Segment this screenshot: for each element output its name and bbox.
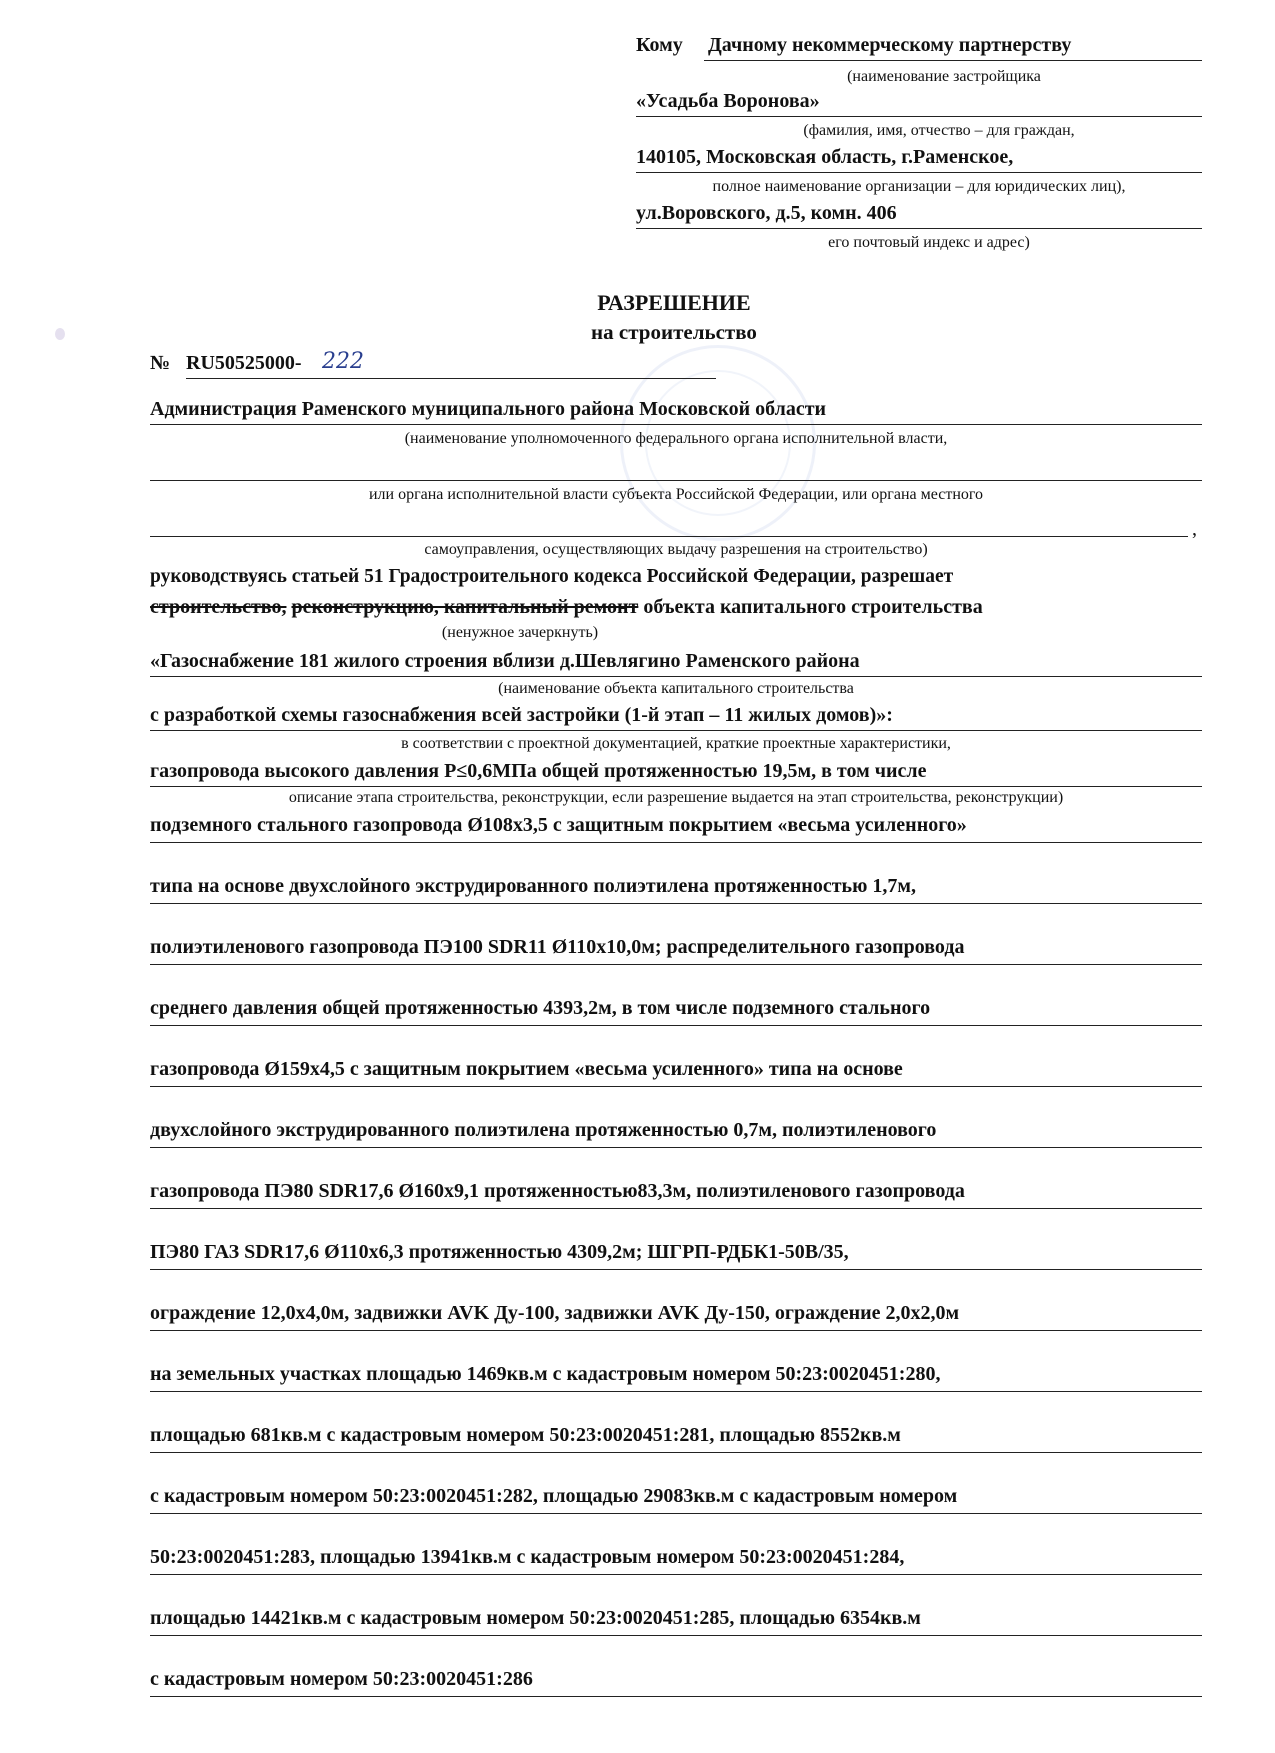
rule xyxy=(150,1208,1202,1209)
permit-number-handwritten: 222 xyxy=(322,349,364,374)
recipient-line-3: 140105, Московская область, г.Раменское, xyxy=(636,146,1014,168)
spec-line: ограждение 12,0х4,0м, задвижки AVK Ду-100, задвижки AVK Ду-150, ограждение 2,0х2,0м xyxy=(150,1302,960,1324)
object-word: объекта капитального строительства xyxy=(643,596,983,618)
spec-line: подземного стального газопровода Ø108х3,5 с защитным покрытием «весьма усиленного» xyxy=(150,814,967,836)
spec-line: ПЭ80 ГАЗ SDR17,6 Ø110х6,3 протяженностью 4309,2м; ШГРП-РДБК1-50В/35, xyxy=(150,1241,849,1263)
rule xyxy=(150,786,1202,787)
recipient-line-1: Дачному некоммерческому партнерству xyxy=(708,34,1072,56)
rule xyxy=(150,1391,1202,1392)
rule xyxy=(150,1269,1202,1270)
rule xyxy=(636,172,1202,173)
rule xyxy=(636,116,1202,117)
rule xyxy=(186,378,716,379)
spec-line: типа на основе двухслойного экструдированного полиэтилена протяженностью 1,7м, xyxy=(150,875,916,897)
object-caption: (наименование объекта капитального строительства xyxy=(498,680,854,697)
rule xyxy=(150,1513,1202,1514)
authority-comma: , xyxy=(1192,518,1197,540)
rule xyxy=(150,676,1202,677)
permit-number-label: № xyxy=(150,352,171,374)
rule xyxy=(150,1147,1202,1148)
spec-line: газопровода ПЭ80 SDR17,6 Ø160х9,1 протяженностью83,3м, полиэтиленового газопровода xyxy=(150,1180,965,1202)
stage-caption: описание этапа строительства, реконструкции, если разрешение выдается на этап строительства, реконструкции) xyxy=(288,789,1064,806)
rule xyxy=(150,1025,1202,1026)
docs-caption: в соответствии с проектной документацией, краткие проектные характеристики, xyxy=(401,735,951,752)
document-subtitle: на строительство xyxy=(591,320,757,344)
permit-number-prefix: RU50525000- xyxy=(186,352,302,374)
spec-line: газопровода Ø159х4,5 с защитным покрытием «весьма усиленного» типа на основе xyxy=(150,1058,903,1080)
rule xyxy=(150,1635,1202,1636)
work-type-kept: строительство, xyxy=(150,596,287,618)
authority-caption-2: или органа исполнительной власти субъекта Российской Федерации, или органа местного xyxy=(368,486,984,503)
spec-line: двухслойного экструдированного полиэтилена протяженностью 0,7м, полиэтиленового xyxy=(150,1119,937,1141)
strike-caption: (ненужное зачеркнуть) xyxy=(441,624,599,641)
recipient-caption-4: его почтовый индекс и адрес) xyxy=(828,234,1030,251)
recipient-line-4: ул.Воровского, д.5, комн. 406 xyxy=(636,202,897,224)
spec-line: 50:23:0020451:283, площадью 13941кв.м с кадастровым номером 50:23:0020451:284, xyxy=(150,1546,905,1568)
recipient-caption-1: (наименование застройщика xyxy=(847,68,1041,85)
rule xyxy=(150,1696,1202,1697)
work-type-struck: реконструкцию, капитальный ремонт xyxy=(291,596,639,618)
work-type-line xyxy=(150,596,983,619)
authority-name: Администрация Раменского муниципального района Московской области xyxy=(150,398,827,420)
spec-line: площадью 14421кв.м с кадастровым номером 50:23:0020451:285, площадью 6354кв.м xyxy=(150,1607,921,1629)
spec-line: с кадастровым номером 50:23:0020451:286 xyxy=(150,1668,533,1690)
spec-line-first: газопровода высокого давления Р≤0,6МПа общей протяженностью 19,5м, в том числе xyxy=(150,760,927,782)
rule xyxy=(704,60,1202,61)
spec-line: полиэтиленового газопровода ПЭ100 SDR11 Ø110х10,0м; распределительного газопровода xyxy=(150,936,965,958)
recipient-line-2: «Усадьба Воронова» xyxy=(636,90,820,112)
rule xyxy=(150,842,1202,843)
rule xyxy=(150,480,1202,481)
object-line-2: с разработкой схемы газоснабжения всей застройки (1-й этап – 11 жилых домов)»: xyxy=(150,704,893,726)
rule xyxy=(150,903,1202,904)
guidance-line: руководствуясь статьей 51 Градостроительного кодекса Российской Федерации, разрешает xyxy=(150,566,954,587)
rule xyxy=(150,1330,1202,1331)
rule xyxy=(150,424,1202,425)
recipient-caption-3: полное наименование организации – для юридических лиц), xyxy=(712,178,1126,195)
rule xyxy=(150,1452,1202,1453)
spec-line: с кадастровым номером 50:23:0020451:282, площадью 29083кв.м с кадастровым номером xyxy=(150,1485,958,1507)
rule xyxy=(150,1574,1202,1575)
recipient-to-label: Кому xyxy=(636,34,683,56)
spec-line: площадью 681кв.м с кадастровым номером 50:23:0020451:281, площадью 8552кв.м xyxy=(150,1424,901,1446)
rule xyxy=(150,964,1202,965)
recipient-caption-2: (фамилия, имя, отчество – для граждан, xyxy=(803,122,1075,139)
object-line-1: «Газоснабжение 181 жилого строения вблизи д.Шевлягино Раменского района xyxy=(150,650,860,672)
spec-line: на земельных участках площадью 1469кв.м с кадастровым номером 50:23:0020451:280, xyxy=(150,1363,941,1385)
rule xyxy=(150,536,1188,537)
rule xyxy=(150,730,1202,731)
document-title: РАЗРЕШЕНИЕ xyxy=(597,290,751,315)
rule xyxy=(636,228,1202,229)
spec-line: среднего давления общей протяженностью 4393,2м, в том числе подземного стального xyxy=(150,997,931,1019)
rule xyxy=(150,1086,1202,1087)
authority-caption-1: (наименование уполномоченного федерального органа исполнительной власти, xyxy=(404,430,948,447)
authority-caption-3: самоуправления, осуществляющих выдачу разрешения на строительство) xyxy=(424,541,928,558)
